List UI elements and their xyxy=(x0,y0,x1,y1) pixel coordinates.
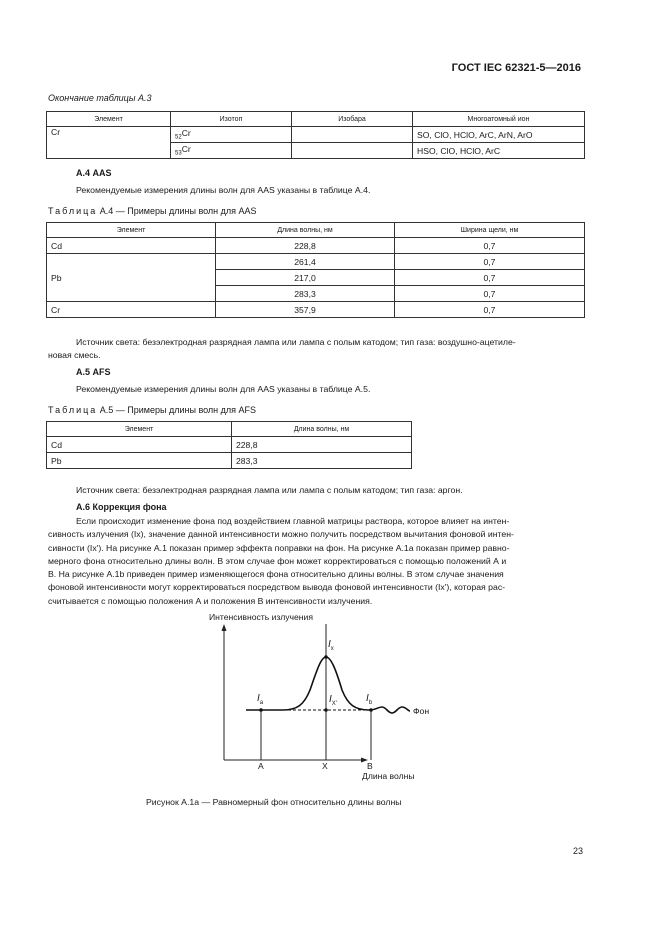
section-a4-text: Рекомендуемые измерения длины волн для AAS указаны в таблице А.4. xyxy=(76,185,371,195)
table-a5 xyxy=(46,421,412,469)
table-a4-caption xyxy=(48,206,257,216)
column-header-wavelength: Длина волны, нм xyxy=(216,223,395,238)
point-ix-background xyxy=(324,708,328,712)
point-ia xyxy=(259,708,263,712)
paragraph-line: Если происходит изменение фона под воздействием главной матрицы раствора, которое влияет на интен- xyxy=(76,516,510,526)
figure-background-correction xyxy=(205,612,455,792)
cell-wavelength: 283,3 xyxy=(232,453,412,469)
table-row xyxy=(47,302,585,318)
figure-caption: Рисунок А.1а — Равномерный фон относительно длины волны xyxy=(146,797,402,807)
cell-slit: 0,7 xyxy=(395,286,585,302)
table-row xyxy=(47,254,585,270)
cell-wavelength: 357,9 xyxy=(216,302,395,318)
point-ib xyxy=(369,708,373,712)
paragraph-line: В. На рисунке А.1b приведен пример изменяющегося фона относительно длины волны. В этом случае значения xyxy=(48,569,504,580)
cell-wavelength: 283,3 xyxy=(216,286,395,302)
paragraph-line: сивности (Ix'). На рисунке А.1 показан пример эффекта поправки на фон. На рисунке А.1а показан пример равно- xyxy=(48,542,510,553)
cell-slit: 0,7 xyxy=(395,302,585,318)
cell-isobar xyxy=(292,127,413,143)
table-header-row xyxy=(47,223,585,238)
table-a5-caption xyxy=(48,405,256,415)
column-header-element: Элемент xyxy=(47,112,171,127)
table-word: Таблица xyxy=(48,405,98,415)
cell-wavelength: 228,8 xyxy=(216,238,395,254)
cell-slit: 0,7 xyxy=(395,270,585,286)
table-header-row xyxy=(47,422,412,437)
isotope-symbol: Cr xyxy=(181,144,191,155)
table-a4-note-line1: Источник света: безэлектродная разрядная лампа или лампа с полым катодом; тип газа: воздушно-ацетиле- xyxy=(76,337,516,347)
isotope-mass: 53 xyxy=(175,150,182,157)
table-header-row xyxy=(47,112,585,127)
cell-isobar xyxy=(292,143,413,159)
table-word: Таблица xyxy=(48,206,98,216)
cell-element: Cr xyxy=(47,302,216,318)
section-a6-body xyxy=(48,515,586,608)
cell-isotope xyxy=(171,127,292,143)
column-header-isotope: Изотоп xyxy=(171,112,292,127)
page-number: 23 xyxy=(573,846,584,856)
cell-element: Cd xyxy=(47,437,232,453)
column-header-isobar: Изобара xyxy=(292,112,413,127)
ib-label: $I_b$ xyxy=(366,693,373,706)
cell-wavelength: 228,8 xyxy=(232,437,412,453)
cell-isotope xyxy=(171,143,292,159)
section-a4-title: А.4 AAS xyxy=(76,168,112,178)
table-row xyxy=(47,127,585,143)
section-a5-text: Рекомендуемые измерения длины волн для AAS указаны в таблице А.5. xyxy=(76,384,371,394)
y-axis-arrow-icon xyxy=(222,624,227,631)
table-a4-note-line2: новая смесь. xyxy=(48,350,101,360)
paragraph-line: фоновой интенсивности могут корректироваться посредством вывода фоновой интенсивности (Ix'), которая рас- xyxy=(48,582,506,593)
document-standard-code: ГОСТ IEC 62321-5—2016 xyxy=(451,62,581,74)
ix-background-label: $I_{X'}$ xyxy=(329,694,337,707)
background-label: Фон xyxy=(413,706,430,716)
isotope-symbol: Cr xyxy=(181,128,191,139)
column-header-ion: Многоатомный ион xyxy=(413,112,585,127)
cell-element: Pb xyxy=(47,254,216,302)
tick-x-label: X xyxy=(322,761,328,771)
column-header-wavelength: Длина волны, нм xyxy=(232,422,412,437)
table-row xyxy=(47,238,585,254)
column-header-element: Элемент xyxy=(47,422,232,437)
section-a5-title: А.5 AFS xyxy=(76,367,111,377)
tick-b-label: B xyxy=(367,761,373,771)
x-axis-label: Длина волны xyxy=(362,771,415,781)
paragraph-line: сивность излучения (Ix), значение данной интенсивности можно получить посредством вычитания фоновой интен- xyxy=(48,529,514,540)
cell-ion: SO, ClO, HClO, ArC, ArN, ArO xyxy=(413,127,585,143)
table-a5-note: Источник света: безэлектродная разрядная лампа или лампа с полым катодом; тип газа: аргон. xyxy=(76,485,463,495)
isotope-mass: 52 xyxy=(175,134,182,141)
cell-ion: HSO, ClO, HClO, ArC xyxy=(413,143,585,159)
tick-a-label: A xyxy=(258,761,264,771)
column-header-slit: Ширина щели, нм xyxy=(395,223,585,238)
table-a4 xyxy=(46,222,585,318)
point-ix-peak xyxy=(324,655,328,659)
table-a5-caption-text: А.5 — Примеры длины волн для AFS xyxy=(97,405,257,415)
paragraph-line: мерного фона относительно длины волн. В этом случае фон может корректироваться с помощью положений А и xyxy=(48,555,507,566)
table-a3-caption: Окончание таблицы А.3 xyxy=(48,93,152,103)
y-axis-label: Интенсивность излучения xyxy=(209,612,313,622)
cell-slit: 0,7 xyxy=(395,238,585,254)
cell-element: Pb xyxy=(47,453,232,469)
cell-element: Cr xyxy=(47,127,171,159)
table-row xyxy=(47,437,412,453)
table-row xyxy=(47,453,412,469)
spectrum-curve xyxy=(246,657,410,713)
paragraph-line: считывается с помощью положения А и положения В интенсивности излучения. xyxy=(48,595,373,606)
cell-element: Cd xyxy=(47,238,216,254)
ia-label: $I_a$ xyxy=(257,693,264,706)
cell-wavelength: 217,0 xyxy=(216,270,395,286)
peak-label: $I_x$ xyxy=(328,639,334,652)
section-a6-title: А.6 Коррекция фона xyxy=(76,502,167,512)
table-a4-caption-text: А.4 — Примеры длины волн для AAS xyxy=(97,206,257,216)
table-a3 xyxy=(46,111,585,159)
cell-slit: 0,7 xyxy=(395,254,585,270)
cell-wavelength: 261,4 xyxy=(216,254,395,270)
column-header-element: Элемент xyxy=(47,223,216,238)
